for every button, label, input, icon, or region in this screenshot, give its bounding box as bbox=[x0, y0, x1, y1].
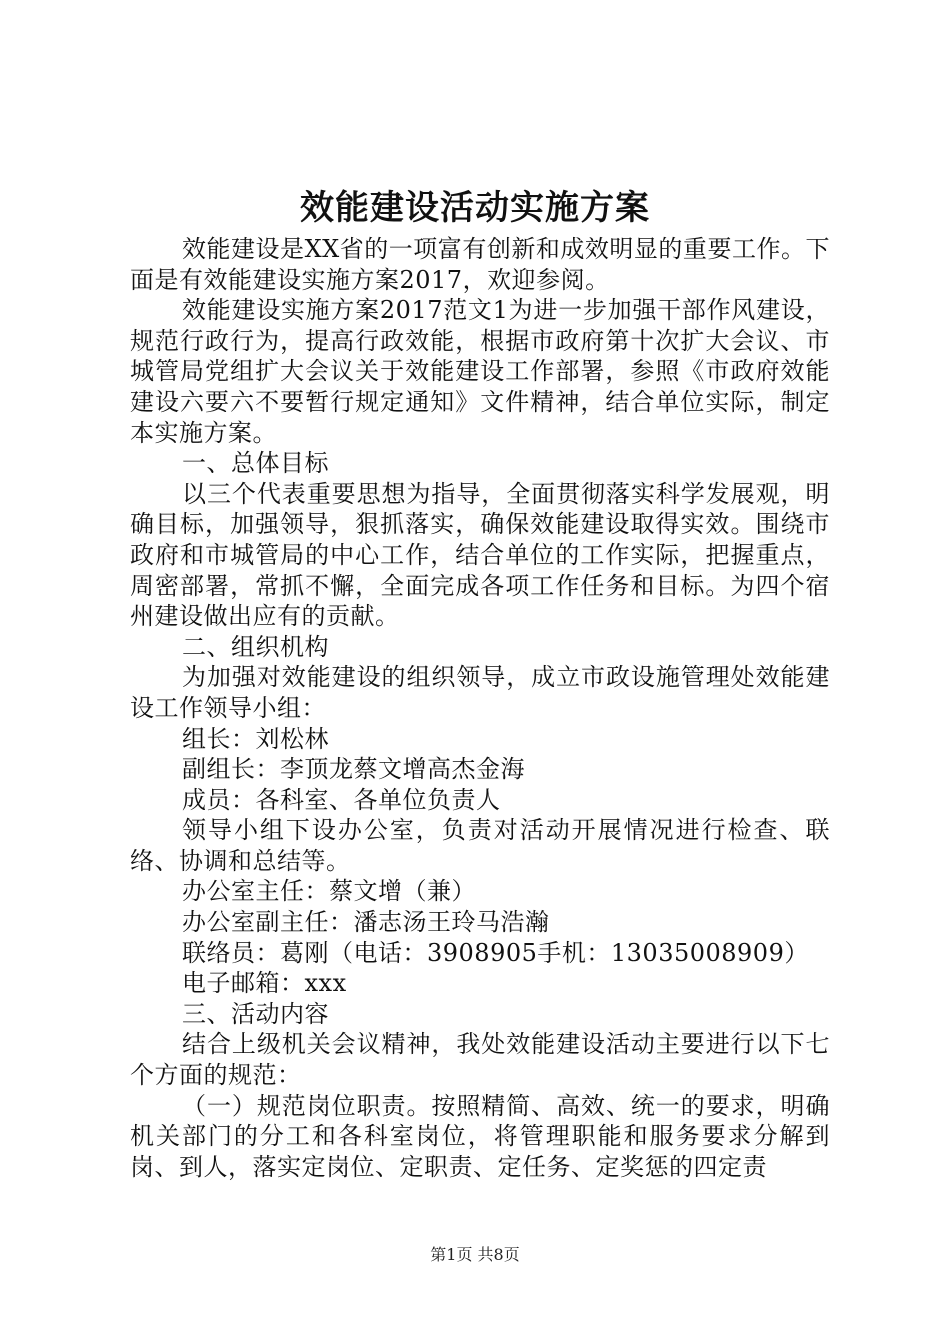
section-heading-organization: 二、组织机构 bbox=[182, 632, 329, 661]
contact-person-line: 联络员：葛刚（电话：3908905手机：13035008909） bbox=[182, 938, 809, 967]
paragraph-organization: 为加强对效能建设的组织领导，成立市政设施管理处效能建设工作领导小组： bbox=[130, 663, 830, 722]
office-deputy-director-line: 办公室副主任：潘志汤王玲马浩瀚 bbox=[182, 908, 550, 937]
paragraph-intro: 效能建设是XX省的一项富有创新和成效明显的重要工作。下面是有效能建设实施方案2017，欢迎参阅。 bbox=[130, 235, 830, 294]
office-director-line: 办公室主任：蔡文增（兼） bbox=[182, 877, 476, 906]
members-line: 成员：各科室、各单位负责人 bbox=[182, 785, 501, 814]
section-heading-goals: 一、总体目标 bbox=[182, 449, 329, 478]
paragraph-purpose: 效能建设实施方案2017范文1为进一步加强干部作风建设，规范行政行为，提高行政效能，根据市政府第十次扩大会议、市城管局党组扩大会议关于效能建设工作部署，参照《市政府效能建设六要六不要暂行规定通知》文件精神，结合单位实际，制定本实施方案。 bbox=[130, 296, 830, 447]
paragraph-office: 领导小组下设办公室，负责对活动开展情况进行检查、联络、协调和总结等。 bbox=[130, 816, 830, 875]
section-heading-activities: 三、活动内容 bbox=[182, 999, 329, 1028]
email-line: 电子邮箱：xxx bbox=[182, 969, 347, 998]
deputy-leader-line: 副组长：李顶龙蔡文增高杰金海 bbox=[182, 755, 525, 784]
group-leader-line: 组长：刘松林 bbox=[182, 724, 329, 753]
paragraph-job-duties: （一）规范岗位职责。按照精简、高效、统一的要求，明确机关部门的分工和各科室岗位，将管理职能和服务要求分解到岗、到人，落实定岗位、定职责、定任务、定奖惩的四定责 bbox=[130, 1091, 830, 1181]
page-footer: 第1页 共8页 bbox=[430, 1245, 520, 1264]
document-body bbox=[130, 234, 830, 1182]
document-title: 效能建设活动实施方案 bbox=[300, 188, 650, 228]
paragraph-goals: 以三个代表重要思想为指导，全面贯彻落实科学发展观，明确目标，加强领导，狠抓落实，确保效能建设取得实效。围绕市政府和市城管局的中心工作，结合单位的工作实际，把握重点，周密部署，常抓不懈，全面完成各项工作任务和目标。为四个宿州建设做出应有的贡献。 bbox=[130, 479, 830, 631]
paragraph-activities-intro: 结合上级机关会议精神，我处效能建设活动主要进行以下七个方面的规范： bbox=[130, 1030, 830, 1090]
